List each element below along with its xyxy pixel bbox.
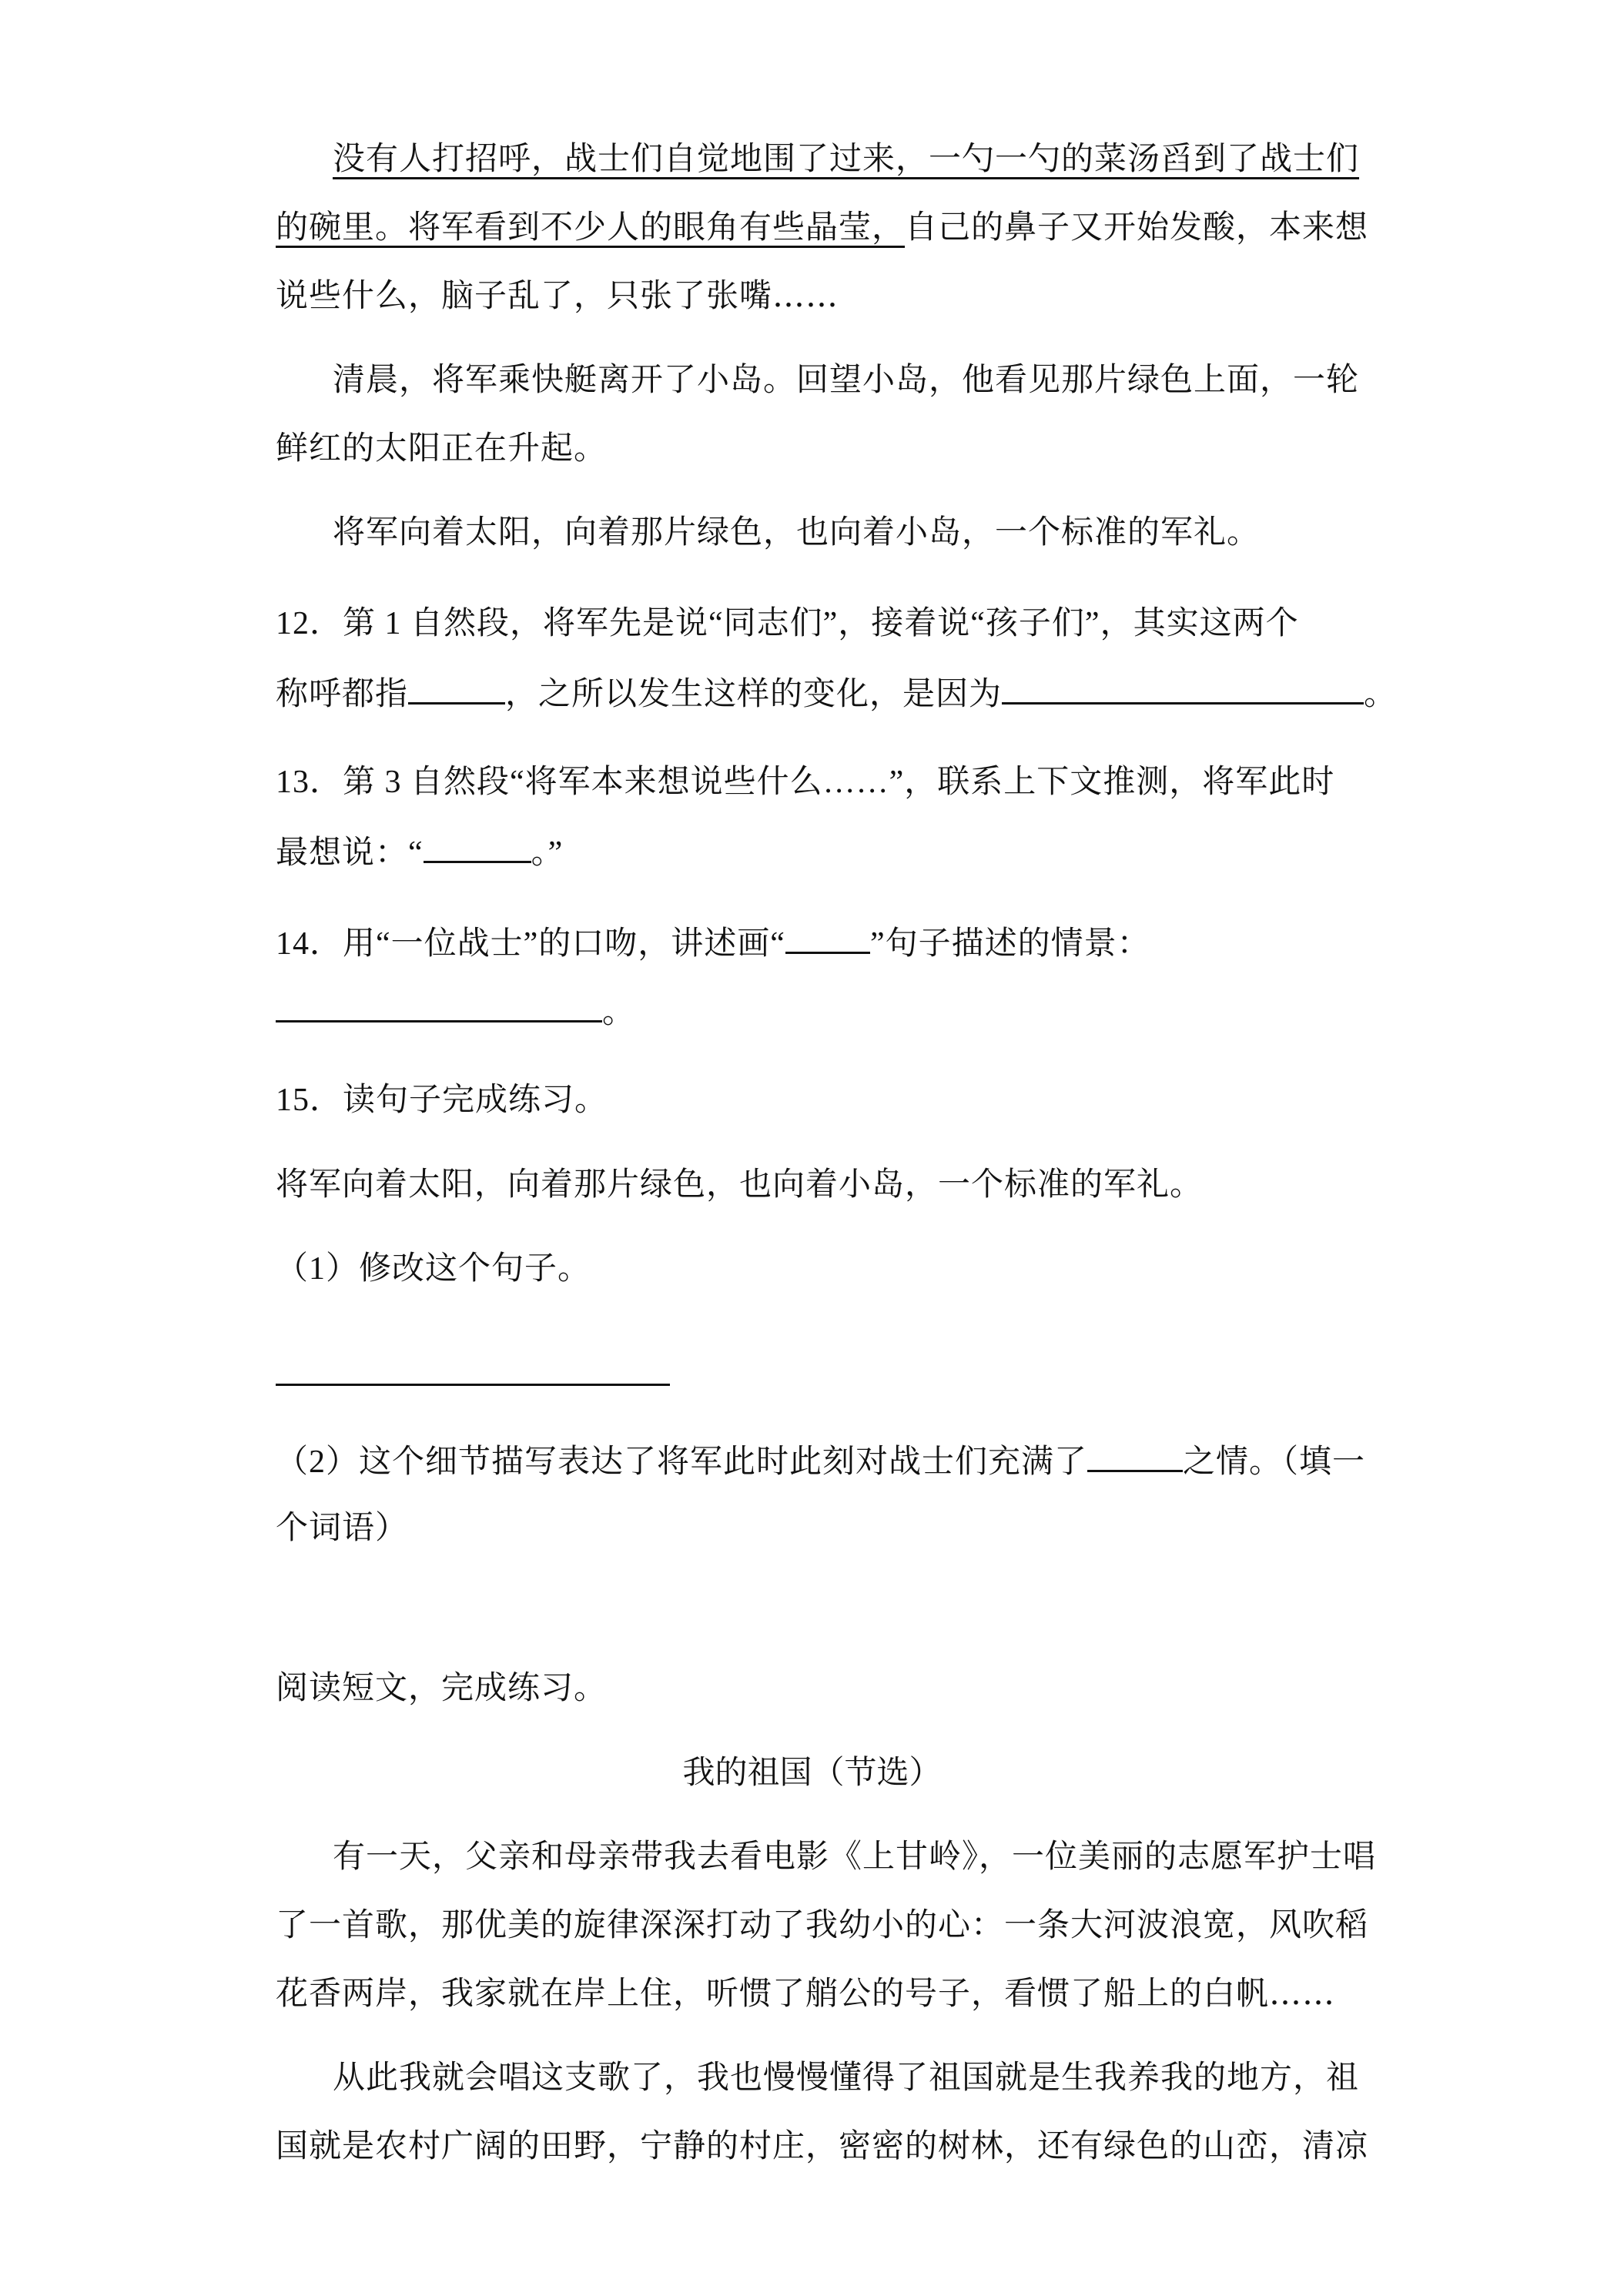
question-15-sub2-line1 bbox=[276, 1436, 1365, 1485]
underlined-sentence-part2: 的碗里。将军看到不少人的眼角有些晶莹， bbox=[276, 208, 906, 246]
passage1-p1-line2-rest: 自己的鼻子又开始发酸，本来想 bbox=[905, 208, 1369, 246]
question-15-sub2-text-a: （2）这个细节描写表达了将军此时此刻对战士们充满了 bbox=[276, 1444, 1088, 1480]
answer-blank-14a[interactable] bbox=[785, 918, 870, 954]
question-14-end: 。 bbox=[602, 995, 636, 1030]
passage2-p1-line1: 有一天，父亲和母亲带我去看电影《上甘岭》，一位美丽的志愿军护士唱 bbox=[333, 1837, 1377, 1875]
answer-blank-12b[interactable] bbox=[1002, 668, 1364, 705]
answer-blank-12a[interactable] bbox=[408, 668, 505, 705]
question-12-text-b: ，之所以发生这样的变化，是因为 bbox=[505, 677, 1003, 712]
question-14-line1 bbox=[276, 918, 1150, 967]
question-15-sub1: （1）修改这个句子。 bbox=[276, 1251, 591, 1287]
question-14-line2 bbox=[276, 986, 635, 1036]
question-13-end: 。” bbox=[531, 835, 564, 871]
question-13-line2 bbox=[276, 827, 563, 876]
passage2-title: 我的祖国（节选） bbox=[682, 1753, 942, 1791]
passage2-p1-line2: 了一首歌，那优美的旋律深深打动了我幼小的心：一条大河波浪宽，风吹稻 bbox=[276, 1906, 1369, 1943]
passage1-p2-line2: 鲜红的太阳正在升起。 bbox=[276, 429, 608, 467]
answer-blank-15-2[interactable] bbox=[1087, 1436, 1183, 1472]
reading-instruction: 阅读短文，完成练习。 bbox=[276, 1671, 608, 1706]
question-15-sentence: 将军向着太阳，向着那片绿色，也向着小岛，一个标准的军礼。 bbox=[276, 1167, 1204, 1203]
passage1-p1-line1 bbox=[333, 136, 1359, 182]
question-15-sub2-text-b: 之情。（填一 bbox=[1183, 1444, 1366, 1480]
passage1-p3-line1: 将军向着太阳，向着那片绿色，也向着小岛，一个标准的军礼。 bbox=[333, 513, 1261, 551]
question-13-line1: 13．第 3 自然段“将军本来想说些什么……”，联系上下文推测，将军此时 bbox=[276, 765, 1335, 800]
question-12-end: 。 bbox=[1364, 677, 1398, 712]
answer-blank-14b[interactable] bbox=[276, 986, 602, 1022]
question-15-sub2-line2: 个词语） bbox=[276, 1511, 409, 1546]
question-12-line1: 12．第 1 自然段，将军先是说“同志们”，接着说“孩子们”，其实这两个 bbox=[276, 606, 1299, 641]
passage1-p1-line3: 说些什么，脑子乱了，只张了张嘴…… bbox=[276, 276, 839, 314]
passage2-p2-line1: 从此我就会唱这支歌了，我也慢慢懂得了祖国就是生我养我的地方，祖 bbox=[333, 2058, 1360, 2096]
question-13-text-a: 最想说：“ bbox=[276, 835, 424, 871]
underlined-sentence-part1: 没有人打招呼，战士们自觉地围了过来，一勺一勺的菜汤舀到了战士们 bbox=[333, 139, 1360, 177]
passage2-p1-line3: 花香两岸，我家就在岸上住，听惯了艄公的号子，看惯了船上的白帆…… bbox=[276, 1974, 1336, 2012]
question-15-title: 15．读句子完成练习。 bbox=[276, 1083, 608, 1118]
answer-line-15-1[interactable] bbox=[276, 1384, 670, 1386]
answer-blank-13[interactable] bbox=[424, 827, 531, 863]
passage1-p1-line2 bbox=[276, 204, 1368, 250]
question-14-text-a: 14．用“一位战士”的口吻，讲述画“ bbox=[276, 926, 785, 962]
question-12-line2 bbox=[276, 668, 1397, 718]
passage1-p2-line1: 清晨，将军乘快艇离开了小岛。回望小岛，他看见那片绿色上面，一轮 bbox=[333, 360, 1360, 398]
question-12-text-a: 称呼都指 bbox=[276, 677, 409, 712]
question-14-text-b: ”句子描述的情景： bbox=[869, 926, 1150, 962]
passage2-p2-line2: 国就是农村广阔的田野，宁静的村庄，密密的树林，还有绿色的山峦，清凉 bbox=[276, 2127, 1369, 2164]
